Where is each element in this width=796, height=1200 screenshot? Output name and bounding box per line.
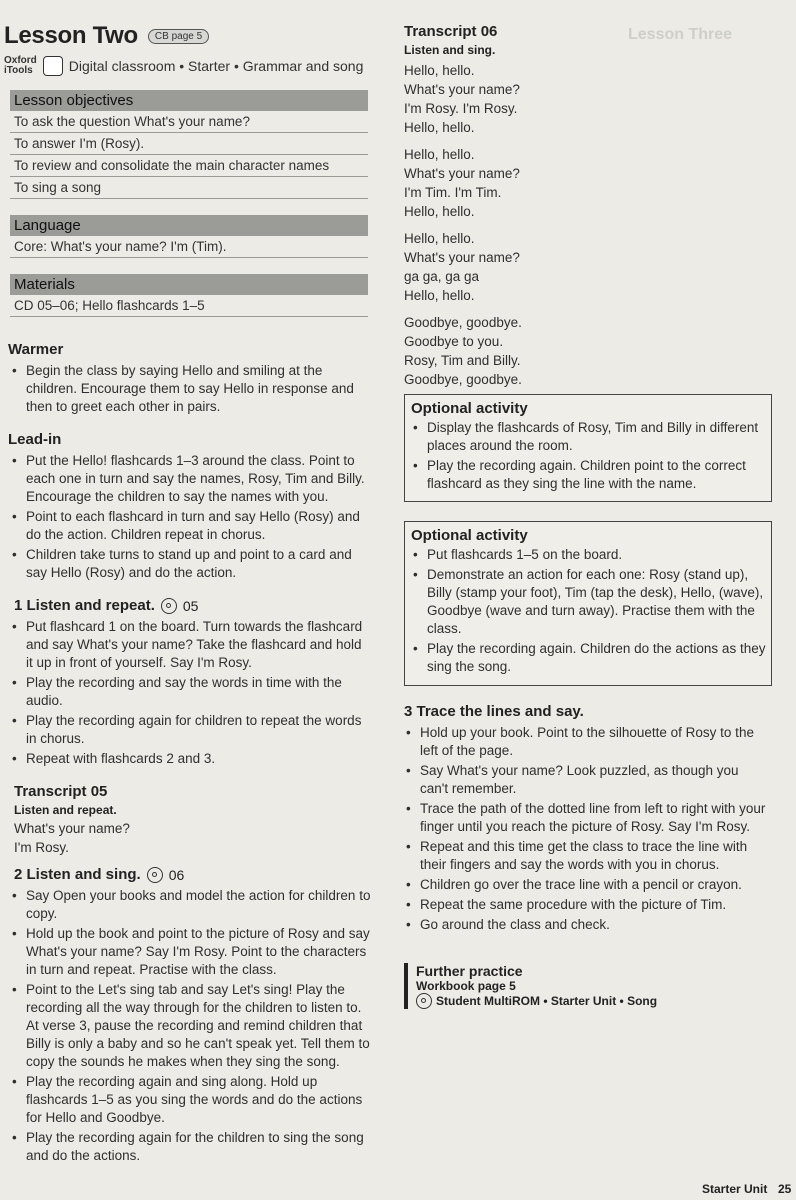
optional-activity-heading: Optional activity	[411, 527, 528, 544]
exercise-1-title: 1 Listen and repeat.	[14, 597, 155, 614]
list-item: • Trace the path of the dotted line from left to right with your finger until you reach the picture of Rosy. Say I'm Rosy.	[402, 800, 770, 836]
exercise-1-list	[8, 618, 372, 770]
cd-icon	[161, 598, 177, 614]
transcript-line: Rosy, Tim and Billy.	[404, 353, 521, 368]
cd-icon	[416, 993, 432, 1009]
transcript-line: Hello, hello.	[404, 231, 475, 246]
transcript-05-lines	[14, 819, 130, 857]
list-item: • Put flashcards 1–5 on the board.	[409, 546, 767, 564]
list-item: • Children go over the trace line with a pencil or crayon.	[402, 876, 770, 894]
list-item: • Hold up your book. Point to the silhouette of Rosy to the left of the page.	[402, 724, 770, 760]
optional-activity-heading: Optional activity	[411, 400, 528, 417]
workbook-ref: Workbook page 5	[416, 979, 516, 993]
cd-icon	[147, 867, 163, 883]
ghost-heading: Lesson Three	[628, 26, 733, 43]
itools-row	[4, 56, 363, 76]
transcript-06-sub: Listen and sing.	[404, 43, 496, 57]
transcript-06-verse-2	[404, 145, 520, 221]
transcript-line: Goodbye, goodbye.	[404, 315, 522, 330]
exercise-2-title: 2 Listen and sing.	[14, 866, 141, 883]
itools-logo	[4, 56, 37, 76]
list-item: • Play the recording and say the words in time with the audio.	[8, 674, 372, 710]
lesson-header	[4, 22, 209, 50]
list-item: • Go around the class and check.	[402, 916, 770, 934]
optional-activity-1-list	[405, 419, 771, 499]
list-item: • Play the recording again for children to repeat the words in chorus.	[8, 712, 372, 748]
transcript-line: I'm Tim. I'm Tim.	[404, 185, 502, 200]
exercise-2-list	[8, 887, 374, 1167]
transcript-line: What's your name?	[14, 821, 130, 836]
list-item: • Play the recording again for the children to sing the song and do the actions.	[8, 1129, 374, 1165]
objective-item: To review and consolidate the main character names	[10, 155, 368, 177]
itools-screen-icon	[43, 56, 63, 76]
materials-line: CD 05–06; Hello flashcards 1–5	[10, 295, 368, 317]
transcript-line: Goodbye, goodbye.	[404, 372, 522, 387]
transcript-05-heading: Transcript 05	[14, 783, 108, 800]
multirom-ref	[416, 993, 657, 1009]
track-number: 05	[182, 597, 199, 614]
warmer-list	[8, 362, 372, 418]
transcript-06-verse-3	[404, 229, 520, 305]
list-item: • Play the recording again and sing along. Hold up flashcards 1–5 as you sing the words and do the actions for Hello and Goodbye.	[8, 1073, 374, 1127]
objective-item: To ask the question What's your name?	[10, 111, 368, 133]
list-item: • Say Open your books and model the action for children to copy.	[8, 887, 374, 923]
transcript-line: ga ga, ga ga	[404, 269, 480, 284]
list-item: • Demonstrate an action for each one: Rosy (stand up), Billy (stamp your foot), Tim (tap the desk), Hello, (wave), Goodbye (wave and turn away). Practise them with the class.	[409, 566, 767, 638]
objective-item: To sing a song	[10, 177, 368, 199]
list-item: • Repeat with flashcards 2 and 3.	[8, 750, 372, 768]
materials-box	[10, 274, 368, 317]
track-number: 06	[168, 866, 185, 883]
transcript-line: Hello, hello.	[404, 288, 475, 303]
list-item: • Play the recording again. Children point to the correct flashcard as they sing the line with the name.	[409, 457, 767, 493]
further-practice-box	[404, 963, 657, 1009]
transcript-line: What's your name?	[404, 250, 520, 265]
lesson-title: Lesson Two	[4, 22, 138, 49]
list-item: • Begin the class by saying Hello and smiling at the children. Encourage them to say Hello in response and then to greet each other in pairs.	[8, 362, 372, 416]
objectives-heading: Lesson objectives	[10, 90, 368, 111]
transcript-06-verse-1	[404, 61, 520, 137]
further-practice-heading: Further practice	[416, 963, 523, 979]
itools-description: Digital classroom • Starter • Grammar and song	[68, 58, 364, 74]
optional-activity-2-list	[405, 546, 771, 682]
leadin-list	[8, 452, 372, 584]
transcript-line: I'm Rosy. I'm Rosy.	[404, 101, 518, 116]
transcript-line: Hello, hello.	[404, 120, 475, 135]
multirom-text: Student MultiROM • Starter Unit • Song	[436, 994, 658, 1008]
list-item: • Put flashcard 1 on the board. Turn towards the flashcard and say What's your name? Take the flashcard and hold it up in front of yourself. Say I'm Rosy.	[8, 618, 372, 672]
optional-activity-box-1	[404, 394, 772, 502]
language-box	[10, 215, 368, 258]
list-item: • Say What's your name? Look puzzled, as though you can't remember.	[402, 762, 770, 798]
leadin-heading: Lead-in	[8, 431, 62, 448]
transcript-line: Hello, hello.	[404, 63, 475, 78]
language-heading: Language	[10, 215, 368, 236]
transcript-05-sub: Listen and repeat.	[14, 803, 117, 817]
page-number: 25	[778, 1182, 792, 1196]
transcript-06-verse-4	[404, 313, 522, 389]
materials-heading: Materials	[10, 274, 368, 295]
list-item: • Point to the Let's sing tab and say Let's sing! Play the recording all the way through for the children to listen to. At verse 3, pause the recording and remind children that Billy is only a baby and so he can't speak yet. Tell them to copy the sounds he makes when they sing the song.	[8, 981, 374, 1071]
exercise-3-list	[402, 724, 770, 936]
warmer-heading: Warmer	[8, 341, 64, 358]
transcript-line: Hello, hello.	[404, 147, 475, 162]
exercise-2-heading	[14, 866, 184, 883]
transcript-06-heading: Transcript 06	[404, 23, 498, 40]
objective-item: To answer I'm (Rosy).	[10, 133, 368, 155]
list-item: • Repeat the same procedure with the picture of Tim.	[402, 896, 770, 914]
list-item: • Hold up the book and point to the picture of Rosy and say What's your name? Say I'm Rosy. Point to the characters in turn and repeat. Practise with the class.	[8, 925, 374, 979]
optional-activity-box-2	[404, 521, 772, 686]
list-item: • Repeat and this time get the class to trace the line with their fingers and say the words with you in chorus.	[402, 838, 770, 874]
itools-logo-line1: Oxford	[4, 55, 37, 66]
footer-unit: Starter Unit	[702, 1182, 768, 1196]
transcript-line: Hello, hello.	[404, 204, 475, 219]
list-item: • Play the recording again. Children do the actions as they sing the song.	[409, 640, 767, 676]
transcript-line: What's your name?	[404, 166, 520, 181]
lesson-objectives-box	[10, 90, 368, 199]
list-item: • Children take turns to stand up and point to a card and say Hello (Rosy) and do the action.	[8, 546, 372, 582]
exercise-1-heading	[14, 597, 198, 614]
language-core: Core: What's your name? I'm (Tim).	[10, 236, 368, 258]
list-item: • Point to each flashcard in turn and say Hello (Rosy) and do the action. Children repeat in chorus.	[8, 508, 372, 544]
cb-page-badge: CB page 5	[148, 29, 209, 44]
exercise-3-title: 3 Trace the lines and say.	[404, 703, 584, 720]
exercise-3-heading	[404, 703, 584, 720]
transcript-line: I'm Rosy.	[14, 840, 69, 855]
list-item: • Put the Hello! flashcards 1–3 around the class. Point to each one in turn and say the names, Rosy, Tim and Billy. Encourage the children to say the names with you.	[8, 452, 372, 506]
transcript-line: What's your name?	[404, 82, 520, 97]
list-item: • Display the flashcards of Rosy, Tim and Billy in different places around the room.	[409, 419, 767, 455]
transcript-line: Goodbye to you.	[404, 334, 504, 349]
itools-logo-line2: iTools	[4, 65, 33, 76]
